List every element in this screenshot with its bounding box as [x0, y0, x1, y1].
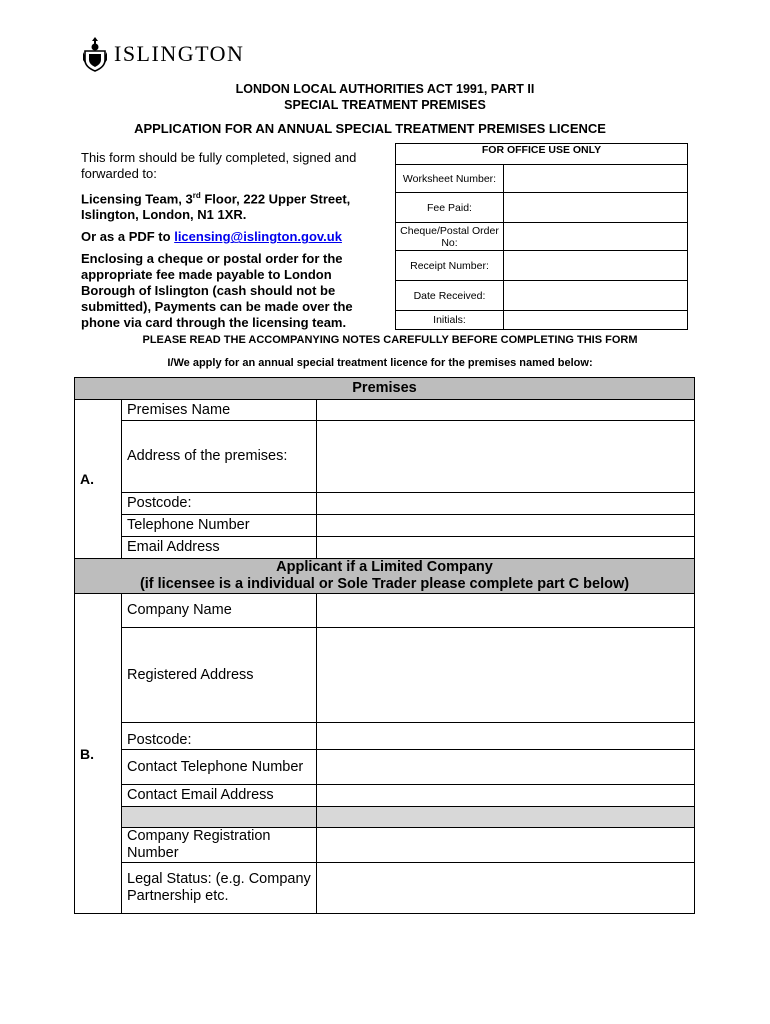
- office-use-header: FOR OFFICE USE ONLY: [396, 144, 688, 165]
- office-label-cheque: Cheque/Postal Order No:: [396, 223, 504, 251]
- section-b-subtitle: (if licensee is a individual or Sole Trader please complete part C below): [139, 576, 630, 592]
- premises-telephone-label: Telephone Number: [122, 515, 317, 537]
- premises-address-label: Address of the premises:: [122, 421, 317, 493]
- company-registration-label: Company Registration Number: [122, 828, 317, 863]
- read-notes-notice: PLEASE READ THE ACCOMPANYING NOTES CAREFULLY BEFORE COMPLETING THIS FORM: [142, 334, 638, 346]
- premises-telephone-field[interactable]: [317, 515, 695, 537]
- premises-postcode-label: Postcode:: [122, 493, 317, 515]
- application-form-table: [74, 377, 695, 914]
- premises-name-field[interactable]: [317, 400, 695, 421]
- office-field-initials[interactable]: [504, 311, 688, 330]
- office-label-fee: Fee Paid:: [396, 193, 504, 223]
- company-name-label: Company Name: [122, 594, 317, 628]
- intro-address: Licensing Team, 3rd Floor, 222 Upper Street, Islington, London, N1 1XR.: [81, 191, 351, 223]
- registered-address-label: Registered Address: [122, 628, 317, 723]
- office-field-date[interactable]: [504, 281, 688, 311]
- crest-icon: [82, 36, 108, 72]
- company-name-field[interactable]: [317, 594, 695, 628]
- office-use-table: [395, 143, 688, 330]
- legal-status-field[interactable]: [317, 863, 695, 914]
- title-premises: SPECIAL TREATMENT PREMISES: [284, 98, 486, 112]
- contact-email-label: Contact Email Address: [122, 785, 317, 807]
- company-postcode-label: Postcode:: [122, 723, 317, 750]
- logo-wordmark: ISLINGTON: [114, 41, 245, 66]
- section-b-title: Applicant if a Limited Company: [276, 559, 493, 575]
- office-label-worksheet: Worksheet Number:: [396, 165, 504, 193]
- premises-postcode-field[interactable]: [317, 493, 695, 515]
- title-act: LONDON LOCAL AUTHORITIES ACT 1991, PART II: [235, 82, 535, 96]
- premises-name-label: Premises Name: [122, 400, 317, 421]
- section-a-header: Premises: [75, 378, 695, 400]
- premises-email-label: Email Address: [122, 537, 317, 559]
- email-link[interactable]: licensing@islington.gov.uk: [174, 229, 342, 245]
- blank-grey-label: [122, 807, 317, 828]
- intro-pdf: Or as a PDF to licensing@islington.gov.uk: [81, 229, 342, 245]
- office-label-receipt: Receipt Number:: [396, 251, 504, 281]
- apply-statement: I/We apply for an annual special treatment licence for the premises named below:: [167, 357, 593, 369]
- office-field-fee[interactable]: [504, 193, 688, 223]
- section-a-letter: A.: [75, 400, 122, 559]
- contact-email-field[interactable]: [317, 785, 695, 807]
- legal-status-label: Legal Status: (e.g. Company Partnership etc.: [122, 863, 317, 914]
- registered-address-field[interactable]: [317, 628, 695, 723]
- premises-email-field[interactable]: [317, 537, 695, 559]
- office-label-date: Date Received:: [396, 281, 504, 311]
- blank-grey-field: [317, 807, 695, 828]
- office-field-worksheet[interactable]: [504, 165, 688, 193]
- section-b-header: [75, 559, 695, 594]
- office-label-initials: Initials:: [396, 311, 504, 330]
- intro-instruction: This form should be fully completed, signed and forwarded to:: [81, 150, 357, 181]
- company-postcode-field[interactable]: [317, 723, 695, 750]
- contact-telephone-label: Contact Telephone Number: [122, 750, 317, 785]
- title-application: APPLICATION FOR AN ANNUAL SPECIAL TREATMENT PREMISES LICENCE: [134, 121, 606, 136]
- intro-cheque: Enclosing a cheque or postal order for the appropriate fee made payable to London Borough of Islington (cash should not be submitted), Payments can be made over the phone via card through the licensing team.: [81, 251, 353, 331]
- office-field-receipt[interactable]: [504, 251, 688, 281]
- section-b-letter: B.: [75, 594, 122, 914]
- council-logo: [82, 36, 244, 72]
- contact-telephone-field[interactable]: [317, 750, 695, 785]
- company-registration-field[interactable]: [317, 828, 695, 863]
- office-field-cheque[interactable]: [504, 223, 688, 251]
- premises-address-field[interactable]: [317, 421, 695, 493]
- intro-text: [81, 150, 386, 337]
